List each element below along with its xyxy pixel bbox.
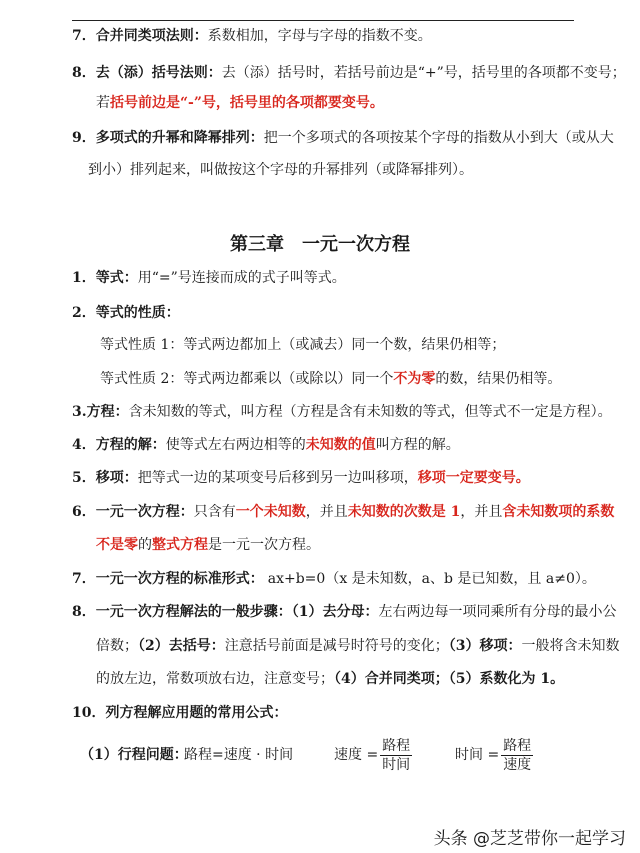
item-2-equation-properties [72, 303, 180, 323]
item-3-equation [72, 402, 612, 422]
fraction [380, 737, 412, 774]
fraction-denominator: 时间 [382, 756, 411, 773]
item-heading: 1．等式： [72, 270, 138, 286]
item-8-line-2 [96, 93, 384, 113]
item-text: 的数，结果仍相等。 [435, 371, 562, 387]
step-label: （1）去分母： [291, 604, 379, 620]
item-text: 左右两边每一项同乘所有分母的最小公 [378, 604, 617, 620]
watermark: 头条 @芝芝带你一起学习 [433, 829, 626, 849]
item-text: 把等式一边的某项变号后移到另一边叫移项， [137, 470, 418, 486]
step-label: （2）去括号： [138, 638, 225, 654]
item-text: 到小）排列起来，叫做按这个字母的升幂排列（或降幂排列）。 [88, 162, 473, 178]
item-heading: 5．移项： [72, 470, 138, 486]
top-rule [72, 20, 574, 21]
subheading: （1）行程问题： [80, 747, 188, 763]
formula-lhs: 时间 = [455, 747, 500, 763]
item-7-merge-rule [72, 26, 432, 46]
highlight-text: 括号前边是“-”号，括号里的各项都要变号。 [110, 95, 384, 111]
fraction-denominator: 速度 [503, 756, 532, 773]
item-text: 把一个多项式的各项按某个字母的指数从小到大（或从大 [263, 130, 614, 146]
highlight-text: 不是零 [96, 537, 138, 553]
step-label: （5）系数化为 1。 [448, 671, 565, 687]
item-text: 等式性质 2：等式两边都乘以（或除以）同一个 [100, 371, 394, 387]
formula-lhs: 速度 = [334, 747, 379, 763]
item-heading: 2．等式的性质： [72, 305, 180, 321]
item-text: 是一元一次方程。 [208, 537, 320, 553]
item-10-word-problem-formulas [72, 703, 287, 723]
highlight-text: 未知数的次数是 1 [347, 504, 461, 520]
item-heading: 7．一元一次方程的标准形式： [72, 571, 264, 587]
item-text: 使等式左右两边相等的 [165, 437, 306, 453]
item-text: 的放左边，常数项放右边，注意变号； [96, 671, 334, 687]
highlight-text: 不为零 [393, 371, 436, 387]
item-heading: 10．列方程解应用题的常用公式： [72, 705, 288, 721]
item-text: 若 [96, 95, 110, 111]
chapter-title: 第三章 一元一次方程 [230, 234, 410, 255]
item-heading: 8．一元一次方程解法的一般步骤： [72, 604, 292, 620]
formula-time [455, 736, 533, 774]
item-text: ，并且 [460, 504, 503, 520]
item-heading: 4．方程的解： [72, 437, 166, 453]
item-8-line-3 [96, 669, 564, 689]
item-heading: 6．一元一次方程： [72, 504, 194, 520]
step-label: （4）合并同类项； [334, 671, 449, 687]
item-heading: 8．去（添）括号法则： [72, 65, 222, 81]
formula-speed [334, 736, 412, 774]
fraction-numerator: 路程 [503, 737, 532, 754]
item-1-equation-def [72, 268, 346, 288]
property-1 [100, 335, 505, 355]
item-heading: 3.方程： [72, 404, 129, 420]
item-9-polynomial-order [72, 128, 614, 148]
item-text: 含未知数的等式，叫方程（方程是含有未知数的等式，但等式不一定是方程）。 [128, 404, 612, 420]
item-8-bracket-rule [72, 63, 626, 83]
fraction [501, 737, 533, 774]
item-7-standard-form [72, 569, 596, 589]
item-text: 等式性质 1：等式两边都加上（或减去）同一个数，结果仍相等； [100, 337, 506, 353]
item-text: 系数相加，字母与字母的指数不变。 [207, 28, 432, 44]
item-8-line-2 [96, 636, 620, 656]
highlight-text: 移项一定要变号。 [417, 470, 530, 486]
travel-problem-label [80, 745, 188, 765]
formula-text: 路程=速度 · 时间 [184, 747, 294, 763]
highlight-text: 未知数的值 [305, 437, 376, 453]
item-heading: 7．合并同类项法则： [72, 28, 208, 44]
highlight-text: 整式方程 [152, 537, 208, 553]
property-2 [100, 369, 561, 389]
step-label: （3）移项： [448, 638, 522, 654]
item-heading: 9．多项式的升幂和降幂排列： [72, 130, 264, 146]
item-6-linear-equation [72, 502, 614, 522]
item-text: ，并且 [305, 504, 348, 520]
item-9-line-2 [88, 160, 473, 180]
item-text: 叫方程的解。 [375, 437, 460, 453]
item-text: 倍数； [96, 638, 138, 654]
highlight-text: 含未知数项的系数 [502, 504, 615, 520]
item-8-solving-steps [72, 602, 617, 622]
item-text: ax+b=0（x 是未知数，a、b 是已知数，且 a≠0）。 [267, 571, 596, 587]
highlight-text: 一个未知数 [235, 504, 306, 520]
item-4-solution [72, 435, 460, 455]
item-text: 注意括号前面是减号时符号的变化； [224, 638, 449, 654]
item-text: 只含有 [193, 504, 236, 520]
fraction-numerator: 路程 [382, 737, 411, 754]
item-text: 一般将含未知数 [521, 638, 620, 654]
item-text: 用“=”号连接而成的式子叫等式。 [137, 270, 346, 286]
item-6-line-2 [96, 535, 320, 555]
formula-distance [184, 745, 293, 765]
item-text: 的 [138, 537, 152, 553]
item-5-transposition [72, 468, 530, 488]
item-text: 去（添）括号时，若括号前边是“+”号，括号里的各项都不变号； [221, 65, 626, 81]
